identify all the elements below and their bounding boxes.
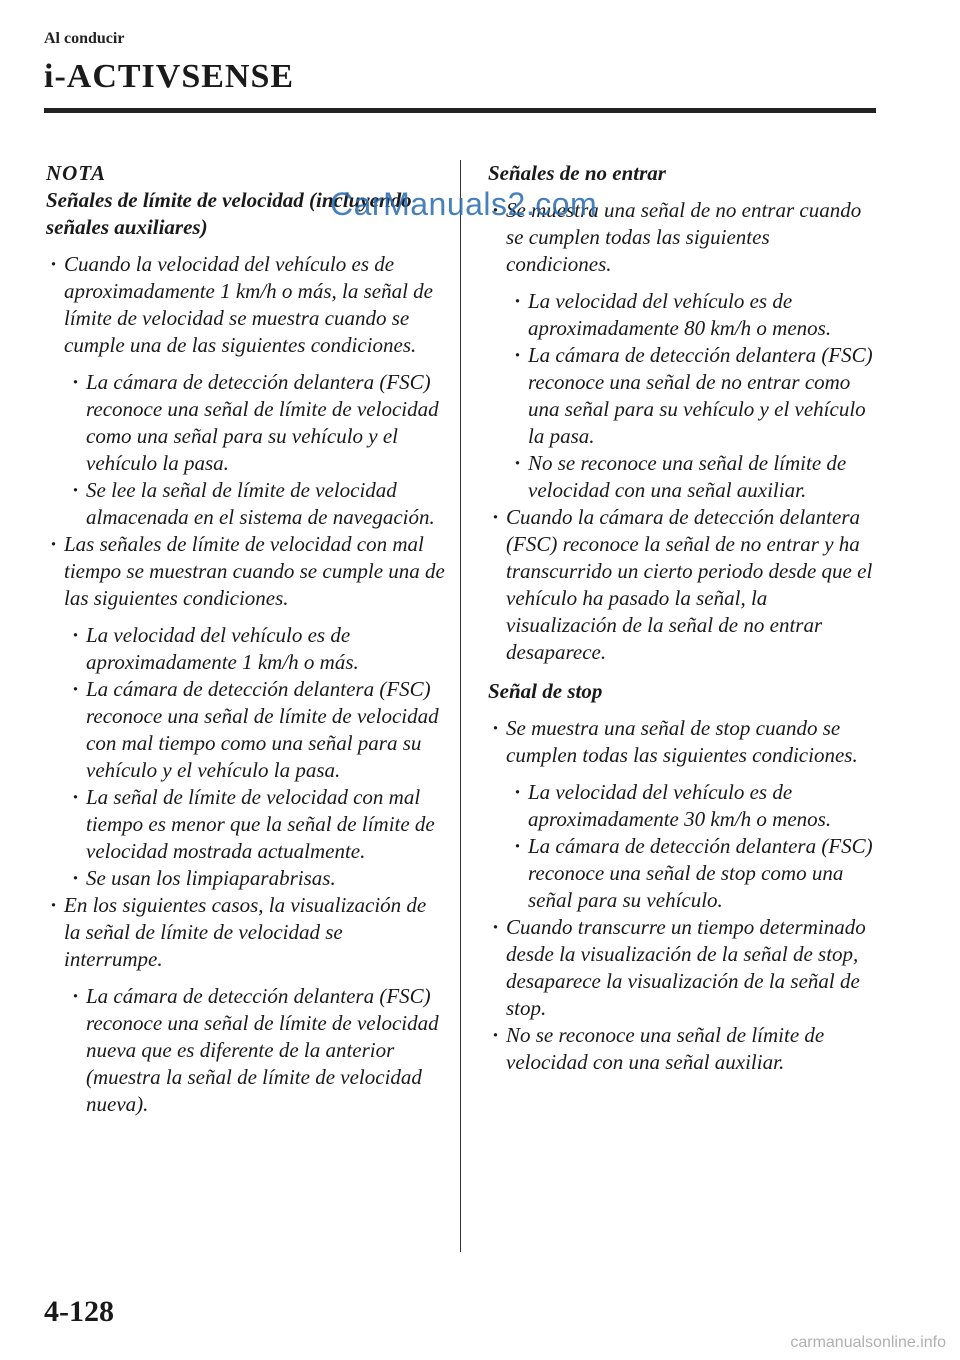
column-divider [460,160,461,1252]
section-label: Al conducir [44,30,125,47]
list-item: · La cámara de detección delantera (FSC) reconoce una señal de límite de velocidad con mal tiempo como una señal para su vehículo y el vehículo la pasa. [46,676,446,784]
list-item: · La cámara de detección delantera (FSC) reconoce una señal de límite de velocidad nueva que es diferente de la anterior (muestra la señal de límite de velocidad nueva). [46,983,446,1118]
stop-heading: Señal de stop [488,679,603,703]
list-item: · Se muestra una señal de no entrar cuando se cumplen todas las siguientes condiciones. [488,197,880,278]
list-item: · Cuando la cámara de detección delantera (FSC) reconoce la señal de no entrar y ha transcurrido un cierto periodo desde que el vehículo ha pasado la señal, la visualización de la señal de no entrar desaparece. [488,504,880,666]
list-item: · Cuando la velocidad del vehículo es de aproximadamente 1 km/h o más, la señal de límite de velocidad se muestra cuando se cumple una de las siguientes condiciones. [46,251,446,359]
note-label: NOTA [46,161,107,185]
watermark-text: CarManuals2.com [330,186,598,222]
list-item: · La señal de límite de velocidad con mal tiempo es menor que la señal de límite de velocidad mostrada actualmente. [46,784,446,865]
list-item: · No se reconoce una señal de límite de velocidad con una señal auxiliar. [488,450,880,504]
list-item: · En los siguientes casos, la visualización de la señal de límite de velocidad se interrumpe. [46,892,446,973]
footer-source: carmanualsonline.info [790,1334,946,1351]
list-item: · Se usan los limpiaparabrisas. [46,865,446,892]
list-item: · La cámara de detección delantera (FSC) reconoce una señal de no entrar como una señal para su vehículo y el vehículo la pasa. [488,342,880,450]
list-item: · No se reconoce una señal de límite de velocidad con una señal auxiliar. [488,1022,880,1076]
list-item: · Se lee la señal de límite de velocidad almacenada en el sistema de navegación. [46,477,446,531]
list-item: · La velocidad del vehículo es de aproximadamente 30 km/h o menos. [488,779,880,833]
list-item: · La cámara de detección delantera (FSC) reconoce una señal de stop como una señal para su vehículo. [488,833,880,914]
right-column [488,160,880,1076]
left-column [46,160,446,1118]
speed-limit-heading: Señales de límite de velocidad (incluyendo señales auxiliares) [46,188,412,239]
title-rule [44,108,876,113]
no-entry-heading: Señales de no entrar [488,161,666,185]
page-number: 4-128 [44,1295,114,1328]
list-item: · Cuando transcurre un tiempo determinado desde la visualización de la señal de stop, desaparece la visualización de la señal de stop. [488,914,880,1022]
page-title: i-ACTIVSENSE [44,58,295,95]
list-item: · Se muestra una señal de stop cuando se cumplen todas las siguientes condiciones. [488,715,880,769]
list-item: · La velocidad del vehículo es de aproximadamente 80 km/h o menos. [488,288,880,342]
list-item: · La cámara de detección delantera (FSC) reconoce una señal de límite de velocidad como una señal para su vehículo y el vehículo la pasa. [46,369,446,477]
list-item: · Las señales de límite de velocidad con mal tiempo se muestran cuando se cumple una de las siguientes condiciones. [46,531,446,612]
list-item: · La velocidad del vehículo es de aproximadamente 1 km/h o más. [46,622,446,676]
